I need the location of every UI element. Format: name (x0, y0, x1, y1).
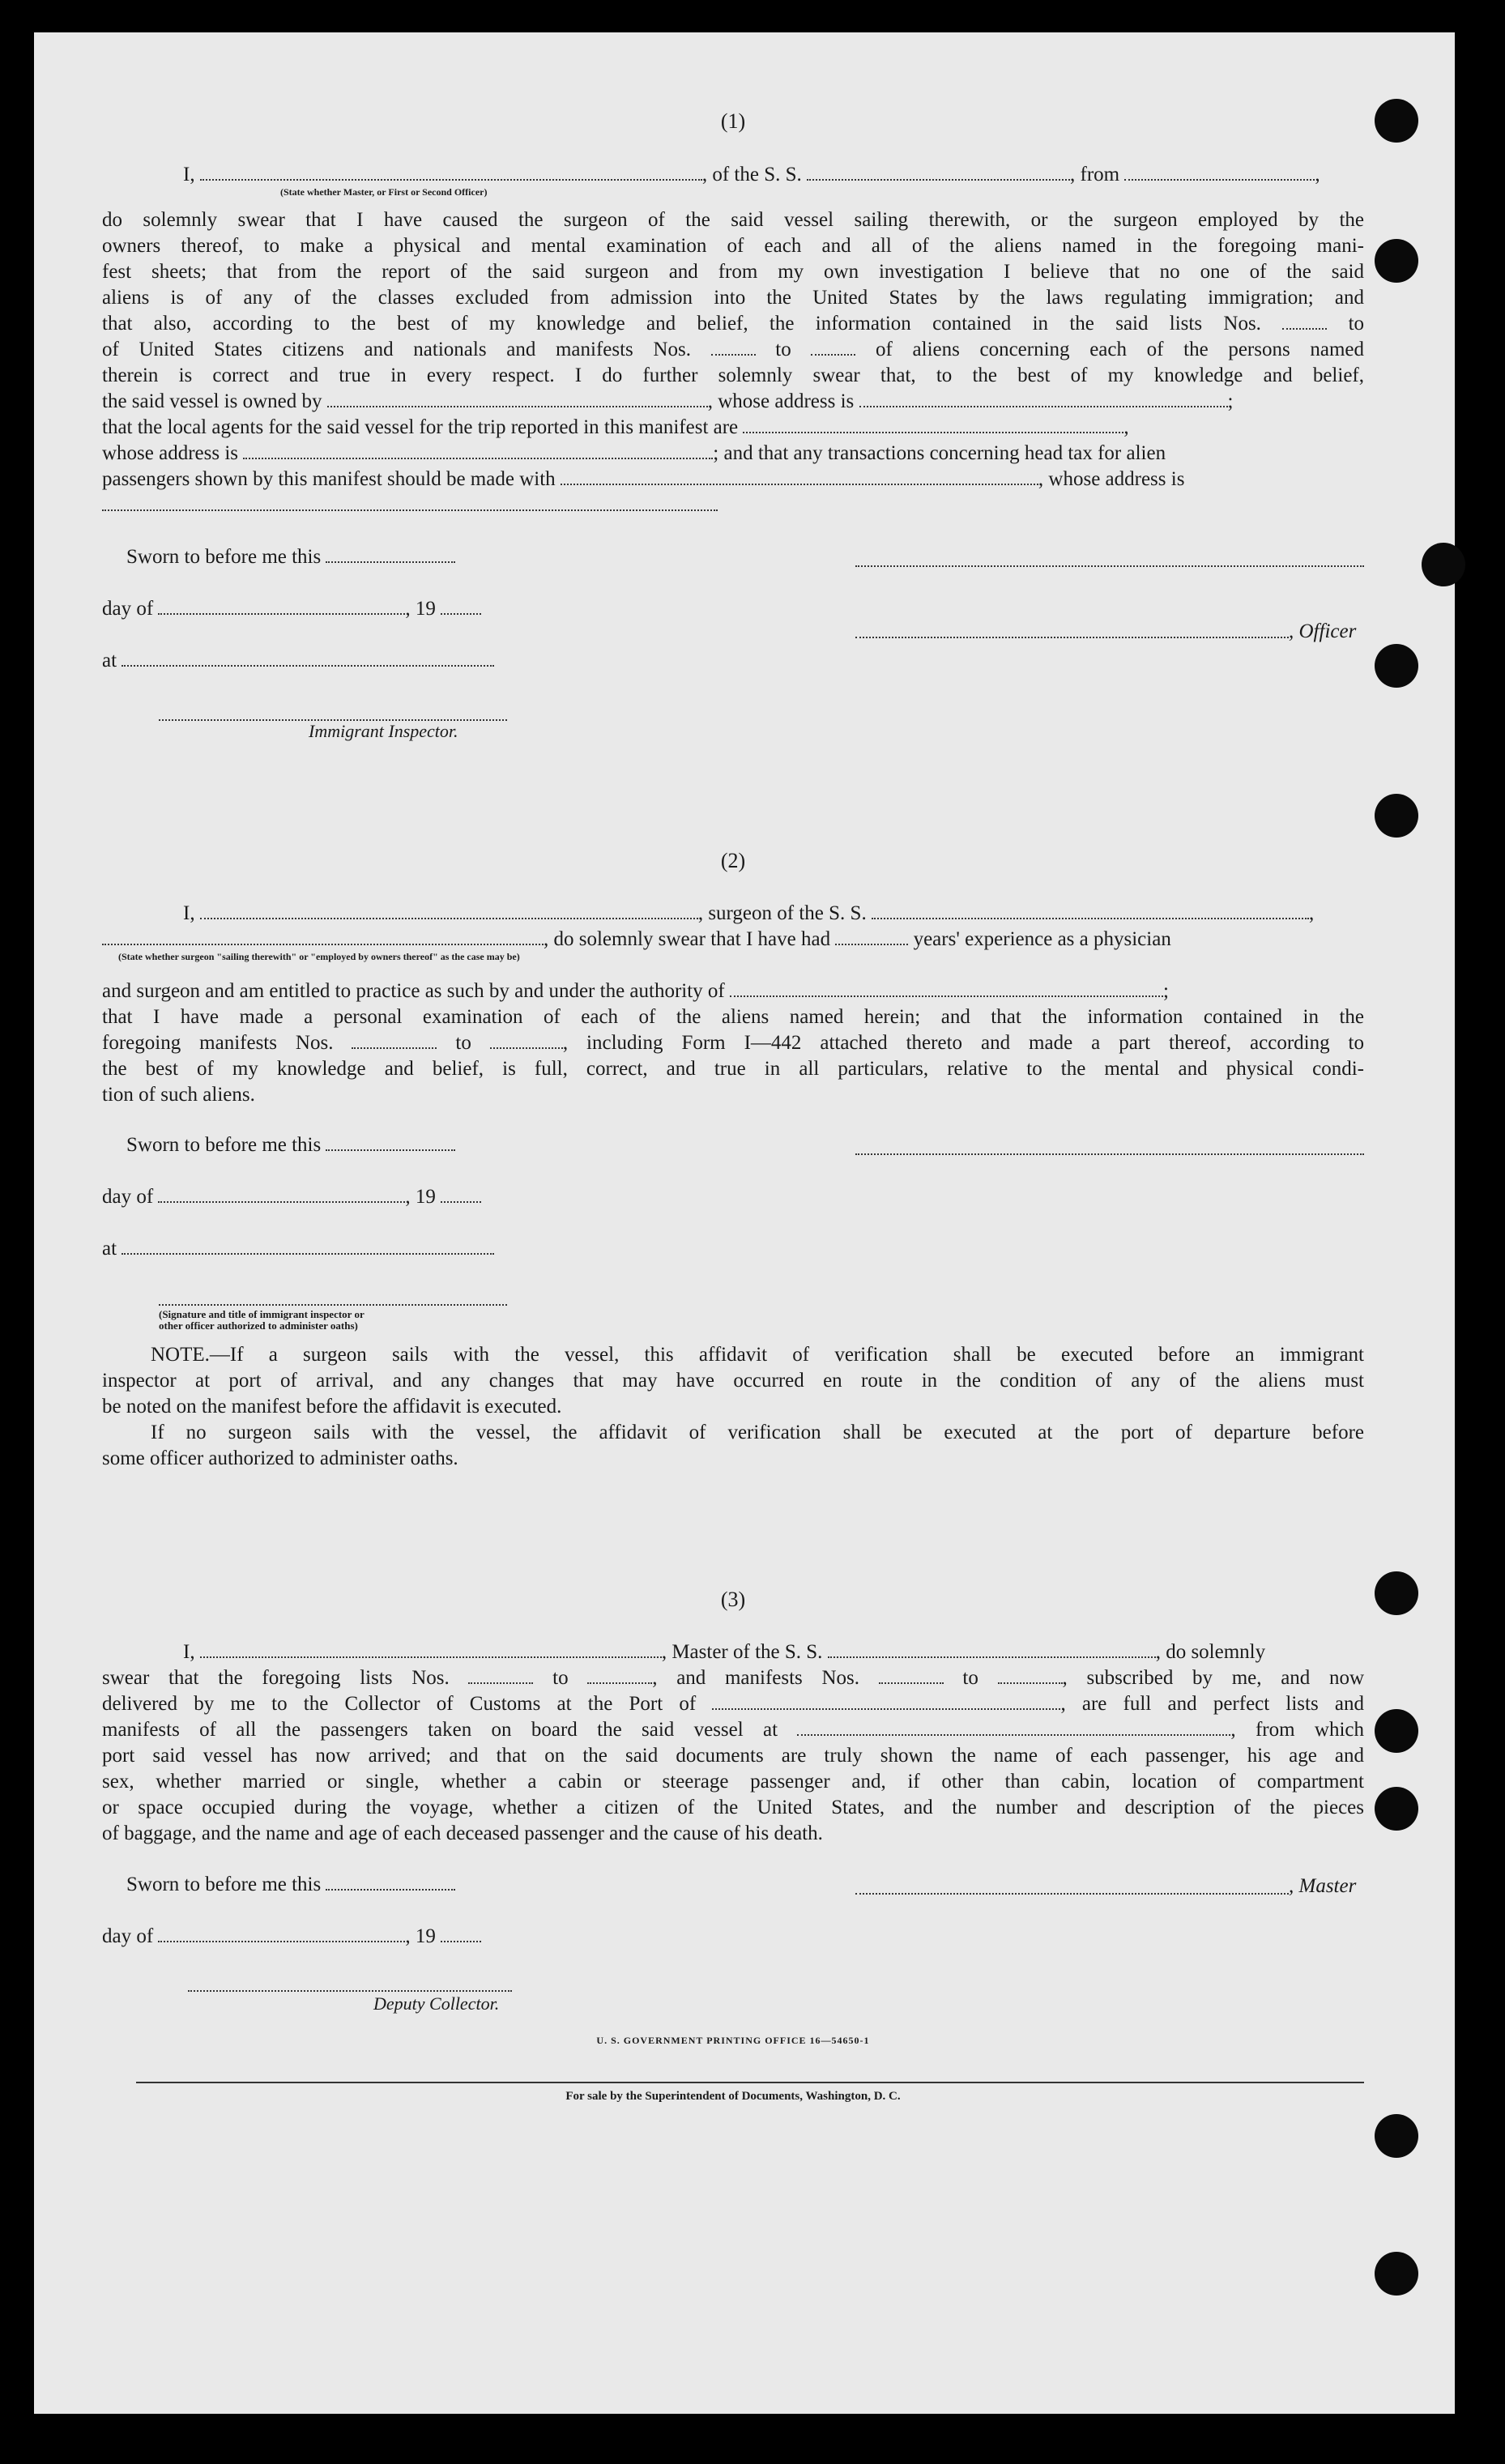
footer-rule (136, 2082, 1364, 2083)
surgeon-signature-line[interactable] (855, 1152, 1364, 1155)
field-note: (State whether Master, or First or Second Officer) (280, 186, 488, 198)
manifest-to-field[interactable] (490, 1031, 563, 1049)
vessel-name-field[interactable] (872, 902, 1309, 919)
year-field[interactable] (441, 1925, 481, 1942)
binder-hole (1375, 1709, 1418, 1753)
affidavit-3 (102, 1588, 1364, 1612)
sworn-date-field[interactable] (326, 1873, 455, 1891)
affidavit-1 (102, 109, 1364, 134)
vessel-owner-field[interactable] (327, 390, 708, 407)
collector-signature-line[interactable] (188, 1989, 512, 1992)
binder-hole (1375, 239, 1418, 283)
binder-hole (1375, 2114, 1418, 2158)
agents-address-field[interactable] (243, 441, 713, 459)
head-tax-contact-field[interactable] (561, 467, 1038, 485)
at-location-field[interactable] (122, 1237, 494, 1255)
owner-address-field[interactable] (859, 390, 1228, 407)
signature-note: (Signature and title of immigrant inspector or other officer authorized to administer oaths) (159, 1308, 365, 1332)
manifest-from-field[interactable] (879, 1666, 944, 1684)
list-from-field[interactable] (468, 1666, 533, 1684)
inspector-signature-line[interactable] (159, 1302, 507, 1306)
vessel-name-field[interactable] (807, 163, 1070, 181)
affidavit-2-body: I, , surgeon of the S. S. , , do solemnly swear that I have had years' experience as a physician (State whether surgeon "sailing therewith" or "employed by owners thereof" as the case may be) and surgeon and am entitled to practice as such by and under the authority of ; that I have made a personal examination of each of the aliens named herein; and that the information contained in the foregoing manifests Nos. to , including Form I—442 attached thereto and made a part thereof, according to the best of my knowledge and belief, is full, correct, and true in all particulars, relative to the mental and physical condi- tion of such aliens. (102, 902, 1364, 1106)
section-heading: (1) (720, 109, 746, 133)
surgeon-note: NOTE.—If a surgeon sails with the vessel, this affidavit of verification shall be executed before an immigrant inspector at port of arrival, and any changes that may have occurred en route in the condition of any of the aliens must be noted on the manifest before the affidavit is executed. If no surgeon sails with the vessel, the affidavit of verification shall be executed at the port of departure before some officer authorized to administer oaths. (102, 1344, 1364, 1469)
binder-hole (1375, 794, 1418, 838)
affidavit-1-line-1: I, , of the S. S. , from , (State whether Master, or First or Second Officer) (102, 162, 1364, 198)
master-name-field[interactable] (200, 1640, 662, 1658)
contact-address-field[interactable] (102, 493, 718, 511)
binder-hole (1375, 99, 1418, 143)
sworn-date-field[interactable] (326, 1133, 455, 1151)
collector-label: Deputy Collector. (373, 1993, 500, 2014)
binder-hole (1375, 1571, 1418, 1615)
day-of-field[interactable] (158, 1185, 405, 1203)
binder-hole (1422, 543, 1465, 586)
manifest-to-field[interactable] (811, 338, 855, 356)
field-note: (State whether surgeon "sailing therewith" or "employed by owners thereof" as the case may be) (118, 951, 520, 962)
sworn-date-field[interactable] (326, 545, 455, 563)
section-heading: (2) (720, 849, 746, 872)
section-heading: (3) (720, 1588, 746, 1611)
day-of-field[interactable] (158, 1925, 405, 1942)
year-field[interactable] (441, 1185, 481, 1203)
vessel-name-field[interactable] (828, 1640, 1156, 1658)
master-signature-line[interactable] (855, 1891, 1289, 1895)
officer-signature-line[interactable] (855, 564, 1364, 567)
affidavit-1-body: do solemnly swear that I have caused the surgeon of the said vessel sailing therewith, or the surgeon employed by the owners thereof, to make a physical and mental examination of each and all of the aliens named in the foregoing mani- fest sheets; that from the report of the said surgeon and from my own investigation I believe that no one of the said aliens is of any of the classes excluded from admission into the United States by the laws regulating immigration; and that also, according to the best of my knowledge and belief, the information contained in the said lists Nos. to of United States citizens and nationals and manifests Nos. to of aliens concerning each of the persons named therein is correct and true in every respect. I do further solemnly swear that, to the best of my knowledge and belief, the said vessel is owned by , whose address is ; that the local agents for the said vessel for the trip reported in this manifest are , whose address is ; and that any transactions concerning head tax for alien passengers shown by this manifest should be made with , whose address is (102, 207, 1364, 518)
citizen-list-from-field[interactable] (1282, 312, 1327, 330)
manifest-to-field[interactable] (998, 1666, 1063, 1684)
affidavit-2 (102, 849, 1364, 873)
sale-notice: For sale by the Superintendent of Documents, Washington, D. C. (565, 2090, 901, 2103)
officer-title-line[interactable] (855, 635, 1289, 638)
binder-hole (1375, 644, 1418, 688)
manifest-from-field[interactable] (711, 338, 756, 356)
binder-hole (1375, 1787, 1418, 1831)
printing-office-imprint: U. S. GOVERNMENT PRINTING OFFICE 16—54650-1 (596, 2035, 870, 2046)
authority-field[interactable] (730, 979, 1163, 997)
list-to-field[interactable] (587, 1666, 652, 1684)
at-location-field[interactable] (122, 649, 494, 667)
year-field[interactable] (441, 597, 481, 615)
manifest-from-field[interactable] (352, 1031, 437, 1049)
surgeon-status-field[interactable] (102, 927, 544, 945)
officer-name-field[interactable] (200, 163, 702, 181)
surgeon-name-field[interactable] (200, 902, 698, 919)
inspector-label: Immigrant Inspector. (309, 721, 458, 741)
binder-hole (1375, 2252, 1418, 2296)
from-port-field[interactable] (1124, 163, 1315, 181)
years-experience-field[interactable] (835, 927, 908, 945)
boarding-port-field[interactable] (797, 1718, 1230, 1736)
port-of-field[interactable] (712, 1692, 1060, 1710)
affidavit-3-body: I, , Master of the S. S. , do solemnly swear that the foregoing lists Nos. to , and manifests Nos. to , subscribed by me, and now delivered by me to the Collector of Customs at the Port of , are full and perfect lists and manifests of all the passengers taken on board the said vessel at , from which port said vessel has now arrived; and that on the said documents are truly shown the name of each passenger, his age and sex, whether married or single, whether a cabin or steerage passenger and, if other than cabin, location of compartment or space occupied during the voyage, whether a citizen of the United States, and the number and description of the pieces of baggage, and the name and age of each deceased passenger and the cause of his death. (102, 1641, 1365, 1844)
local-agents-field[interactable] (743, 416, 1123, 433)
day-of-field[interactable] (158, 597, 405, 615)
